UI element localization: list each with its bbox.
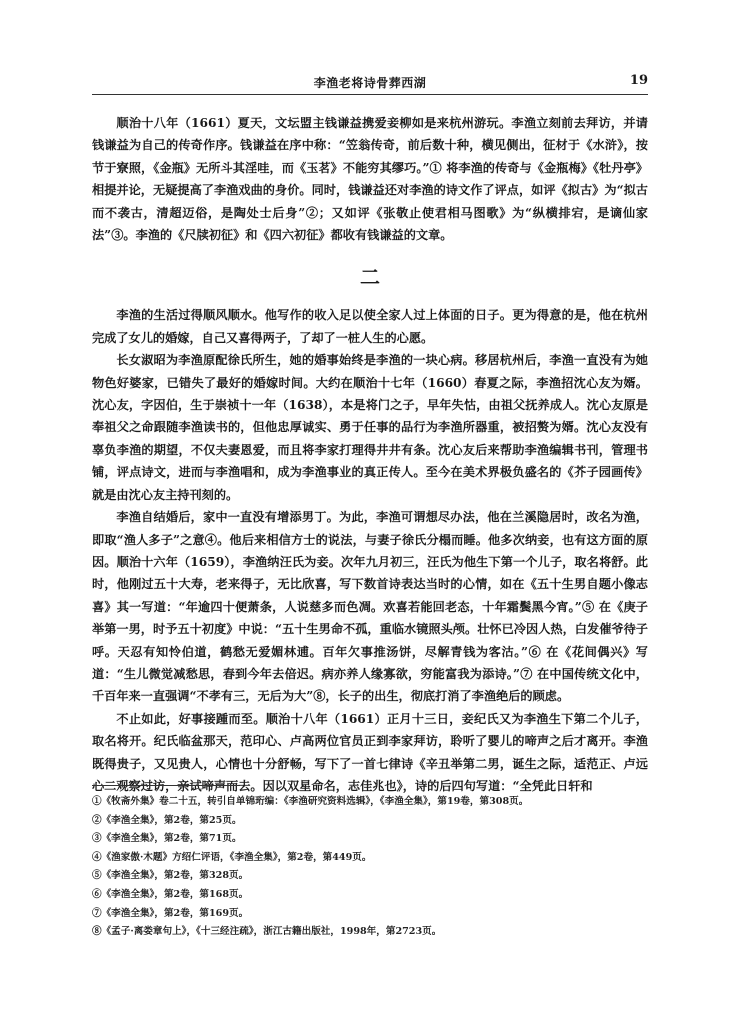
footnote: ⑦《李渔全集》，第2卷，第169页。 bbox=[92, 907, 249, 919]
footnote: ④《渔家傲·木题》方绍仁评语，《李渔全集》，第2卷，第449页。 bbox=[92, 851, 372, 863]
page-number: 19 bbox=[629, 73, 648, 88]
paragraph: 长女淑昭为李渔原配徐氏所生，她的婚事始终是李渔的一块心病。移居杭州后，李渔一直没有为她物色好婆家，已错失了最好的婚嫁时间。大约在顺治十七年（1660）春夏之际，李渔招沈心友为婿。沈心友，字因伯，生于崇祯十一年（1638），本是将门之子，早年失怙，由祖父抚养成人。沈心友原是奉祖父之命跟随李渔读书的，但他忠厚诚实、勇于任事的品行为李渔所器重，被招赘为婿。沈心友没有辜负李渔的期望，不仅夫妻恩爱，而且将李家打理得井井有条。沈心友后来帮助李渔编辑书刊，管理书铺，评点诗文，进而与李渔唱和，成为李渔事业的真正传人。至今在美术界极负盛名的《芥子园画传》就是由沈心友主持刊刻的。 bbox=[92, 353, 648, 502]
paragraph: 李渔的生活过得顺风顺水。他写作的收入足以使全家人过上体面的日子。更为得意的是，他在杭州完成了女儿的婚嫁，自己又喜得两子，了却了一桩人生的心愿。 bbox=[92, 308, 648, 345]
footnote: ⑤《李渔全集》，第2卷，第328页。 bbox=[92, 870, 249, 882]
main-text bbox=[92, 112, 648, 797]
section-heading: 二 bbox=[360, 265, 380, 290]
footnote: ②《李渔全集》，第2卷，第25页。 bbox=[92, 814, 242, 826]
spacer bbox=[92, 246, 648, 250]
running-title: 李渔老将诗骨葬西湖 bbox=[313, 76, 427, 90]
paragraph: 不止如此，好事接踵而至。顺治十八年（1661）正月十三日，妾纪氏又为李渔生下第二个儿子，取名将开。纪氏临盆那天，范印心、卢高两位官员正到李家拜访，聆听了婴儿的啼声之后才离开。李渔既得贵子，又见贵人，心情也十分舒畅，写下了一首七律诗《辛丑举第二男，诞生之际，适范正、卢远心二观察过访，亲试啼声而去。因以双星命名，志佳兆也》，诗的后四句写道：“全凭此日轩和 bbox=[92, 711, 648, 793]
footnote-divider bbox=[92, 785, 240, 786]
footnotes bbox=[92, 793, 648, 942]
running-header bbox=[92, 72, 648, 95]
footnote: ⑧《孟子·离娄章句上》，《十三经注疏》，浙江古籍出版社，1998年，第2723页。 bbox=[92, 926, 442, 938]
paragraph: 顺治十八年（1661）夏天，文坛盟主钱谦益携爱妾柳如是来杭州游玩。李渔立刻前去拜访，并请钱谦益为自己的传奇作序。钱谦益在序中称：“笠翁传奇，前后数十种，横见侧出，征材于《水浒》，按节于寮照，《金瓶》无所斗其淫哇，而《玉茗》不能穷其缪巧。”① 将李渔的传奇与《金瓶梅》《牡丹亭》相提并论，无疑提高了李渔戏曲的身价。同时，钱谦益还对李渔的诗文作了评点，如评《拟古》为“拟古而不袭古，清超迈俗，是陶处士后身”②；又如评《张敬止使君相马图歌》为“纵横排宕，是谪仙家法”③。李渔的《尺牍初征》和《四六初征》都收有钱谦益的文章。 bbox=[92, 116, 648, 243]
footnote: ③《李渔全集》，第2卷，第71页。 bbox=[92, 833, 242, 845]
footnote: ⑥《李渔全集》，第2卷，第168页。 bbox=[92, 888, 249, 900]
paragraph: 李渔自结婚后，家中一直没有增添男丁。为此，李渔可谓想尽办法，他在兰溪隐居时，改名为渔，即取“渔人多子”之意④。他后来相信方士的说法，与妻子徐氏分榻而睡。他多次纳妾，也有这方面的原因。顺治十六年（1659），李渔纳汪氏为妾。次年九月初三，汪氏为他生下第一个儿子，取名将舒。此时，他刚过五十大寿，老来得子，无比欣喜，写下数首诗表达当时的心情，如在《五十生男自题小像志喜》其一写道：“年逾四十便萧条，人说慈多而色凋。欢喜若能回老态，十年霜鬓黑今宵。”⑤ 在《庚子举第一男，时予五十初度》中说：“五十生男命不孤，重临水镜照头颅。壮怀已冷因人热，白发催爷待子呼。天忍有知怜伯道，鹤愁无爱媚林逋。百年欠事推汤饼，尽解青钱为客沽。”⑥ 在《花间偶兴》写道：“生儿微觉减愁思，春到今年去倍迟。病亦养人缘寡欲，穷能富我为添诗。”⑦ 在中国传统文化中，千百年来一直强调“不孝有三，无后为大”⑧，长子的出生，彻底打消了李渔绝后的顾虑。 bbox=[92, 510, 648, 704]
footnote: ①《牧斋外集》卷二十五，转引自单锦珩编：《李渔研究资料选辑》，《李渔全集》，第19卷，第308页。 bbox=[92, 796, 529, 807]
